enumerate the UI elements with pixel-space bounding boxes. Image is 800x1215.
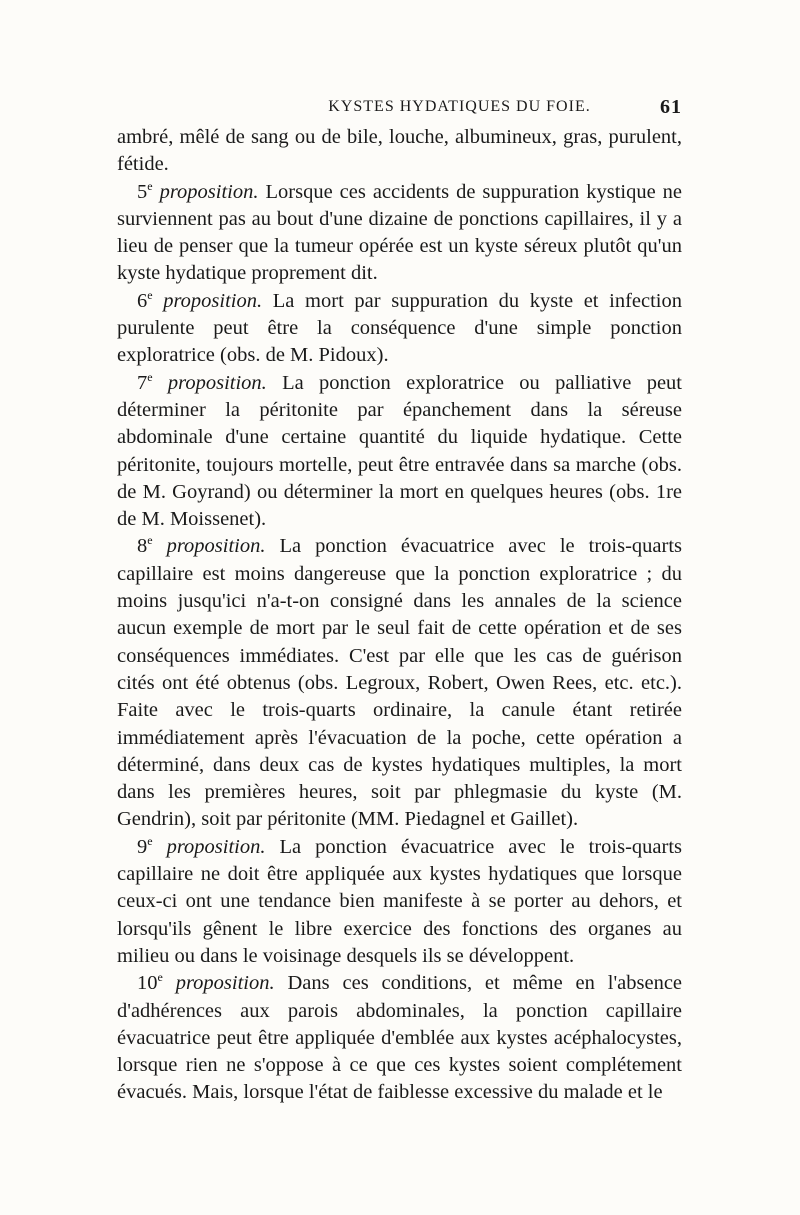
paragraph-text: ambré, mêlé de sang ou de bile, louche, albumineux, gras, purulent, fétide. (117, 126, 682, 176)
proposition-number: 7 (137, 371, 148, 394)
proposition-label: proposition. (166, 535, 266, 558)
proposition-number: 6 (137, 289, 148, 312)
proposition-label: proposition. (167, 371, 267, 394)
ordinal-superscript: e (147, 833, 153, 848)
proposition-number: 9 (137, 835, 148, 858)
paragraph-text: La mort par suppuration du kyste et infection purulente peut être la conséquence d'une simple ponction exploratrice (obs. de M. Pidoux). (117, 289, 682, 367)
proposition-label: proposition. (163, 289, 263, 312)
book-page (117, 94, 682, 1107)
paragraph-text: Lorsque ces accidents de suppuration kystique ne surviennent pas au bout d'une dizaine de ponctions capillaires, il y a lieu de penser que la tumeur opérée est un kyste séreux plutôt qu'un kyste hydatique proprement dit. (117, 180, 683, 285)
proposition-number: 8 (137, 535, 148, 558)
paragraph (117, 124, 682, 179)
proposition-paragraph (117, 970, 682, 1106)
paragraph-text: Dans ces conditions, et même en l'absence d'adhérences aux parois abdominales, la ponction capillaire évacuatrice peut être appliquée d'emblée aux kystes acéphalocystes, lorsque rien ne s'oppose à ce que ces kystes soient complétement évacués. Mais, lorsque l'état de faiblesse excessive du malade et le (117, 972, 683, 1104)
proposition-label: proposition. (175, 972, 275, 995)
proposition-label: proposition. (166, 835, 266, 858)
proposition-number: 5 (137, 180, 148, 203)
paragraph-text: La ponction évacuatrice avec le trois-quarts capillaire ne doit être appliquée aux kystes hydatiques que lorsque ceux-ci ont une tendance bien manifeste à se porter au dehors, et lorsqu'ils gênent le libre exercice des fonctions des organes au milieu ou dans le voisinage desquels ils se développent. (117, 835, 682, 967)
proposition-paragraph (117, 834, 682, 970)
page-number: 61 (660, 96, 682, 118)
proposition-label: proposition. (159, 180, 259, 203)
ordinal-superscript: e (147, 369, 153, 384)
ordinal-superscript: e (147, 287, 153, 302)
ordinal-superscript: e (147, 533, 153, 548)
ordinal-superscript: e (147, 178, 153, 193)
proposition-paragraph (117, 179, 682, 288)
paragraph-text: La ponction exploratrice ou palliative peut déterminer la péritonite par épanchement dans la séreuse abdominale d'une certaine quantité du liquide hydatique. Cette péritonite, toujours mortelle, peut être entravée dans sa marche (obs. de M. Goyrand) ou déterminer la mort en quelques heures (obs. 1re de M. Moissenet). (117, 371, 682, 531)
proposition-paragraph (117, 533, 682, 833)
proposition-paragraph (117, 288, 682, 370)
ordinal-superscript: e (157, 970, 163, 985)
paragraph-text: La ponction évacuatrice avec le trois-quarts capillaire est moins dangereuse que la ponction exploratrice ; du moins jusqu'ici n'a-t-on consigné dans les annales de la science aucun exemple de mort par le seul fait de cette opération et de ses conséquences immédiates. C'est par elle que les cas de guérison cités ont été obtenus (obs. Legroux, Robert, Owen Rees, etc. etc.). Faite avec le trois-quarts ordinaire, la canule étant retirée immédiatement après l'évacuation de la poche, cette opération a déterminé, dans deux cas de kystes hydatiques multiples, la mort dans les premières heures, soit par phlegmasie du kyste (M. Gendrin), soit par péritonite (MM. Piedagnel et Gaillet). (117, 535, 682, 831)
running-head (117, 94, 682, 124)
running-title: KYSTES HYDATIQUES DU FOIE. (328, 98, 591, 115)
body-text (117, 124, 682, 1107)
proposition-number: 10 (137, 972, 158, 995)
proposition-paragraph (117, 370, 682, 534)
